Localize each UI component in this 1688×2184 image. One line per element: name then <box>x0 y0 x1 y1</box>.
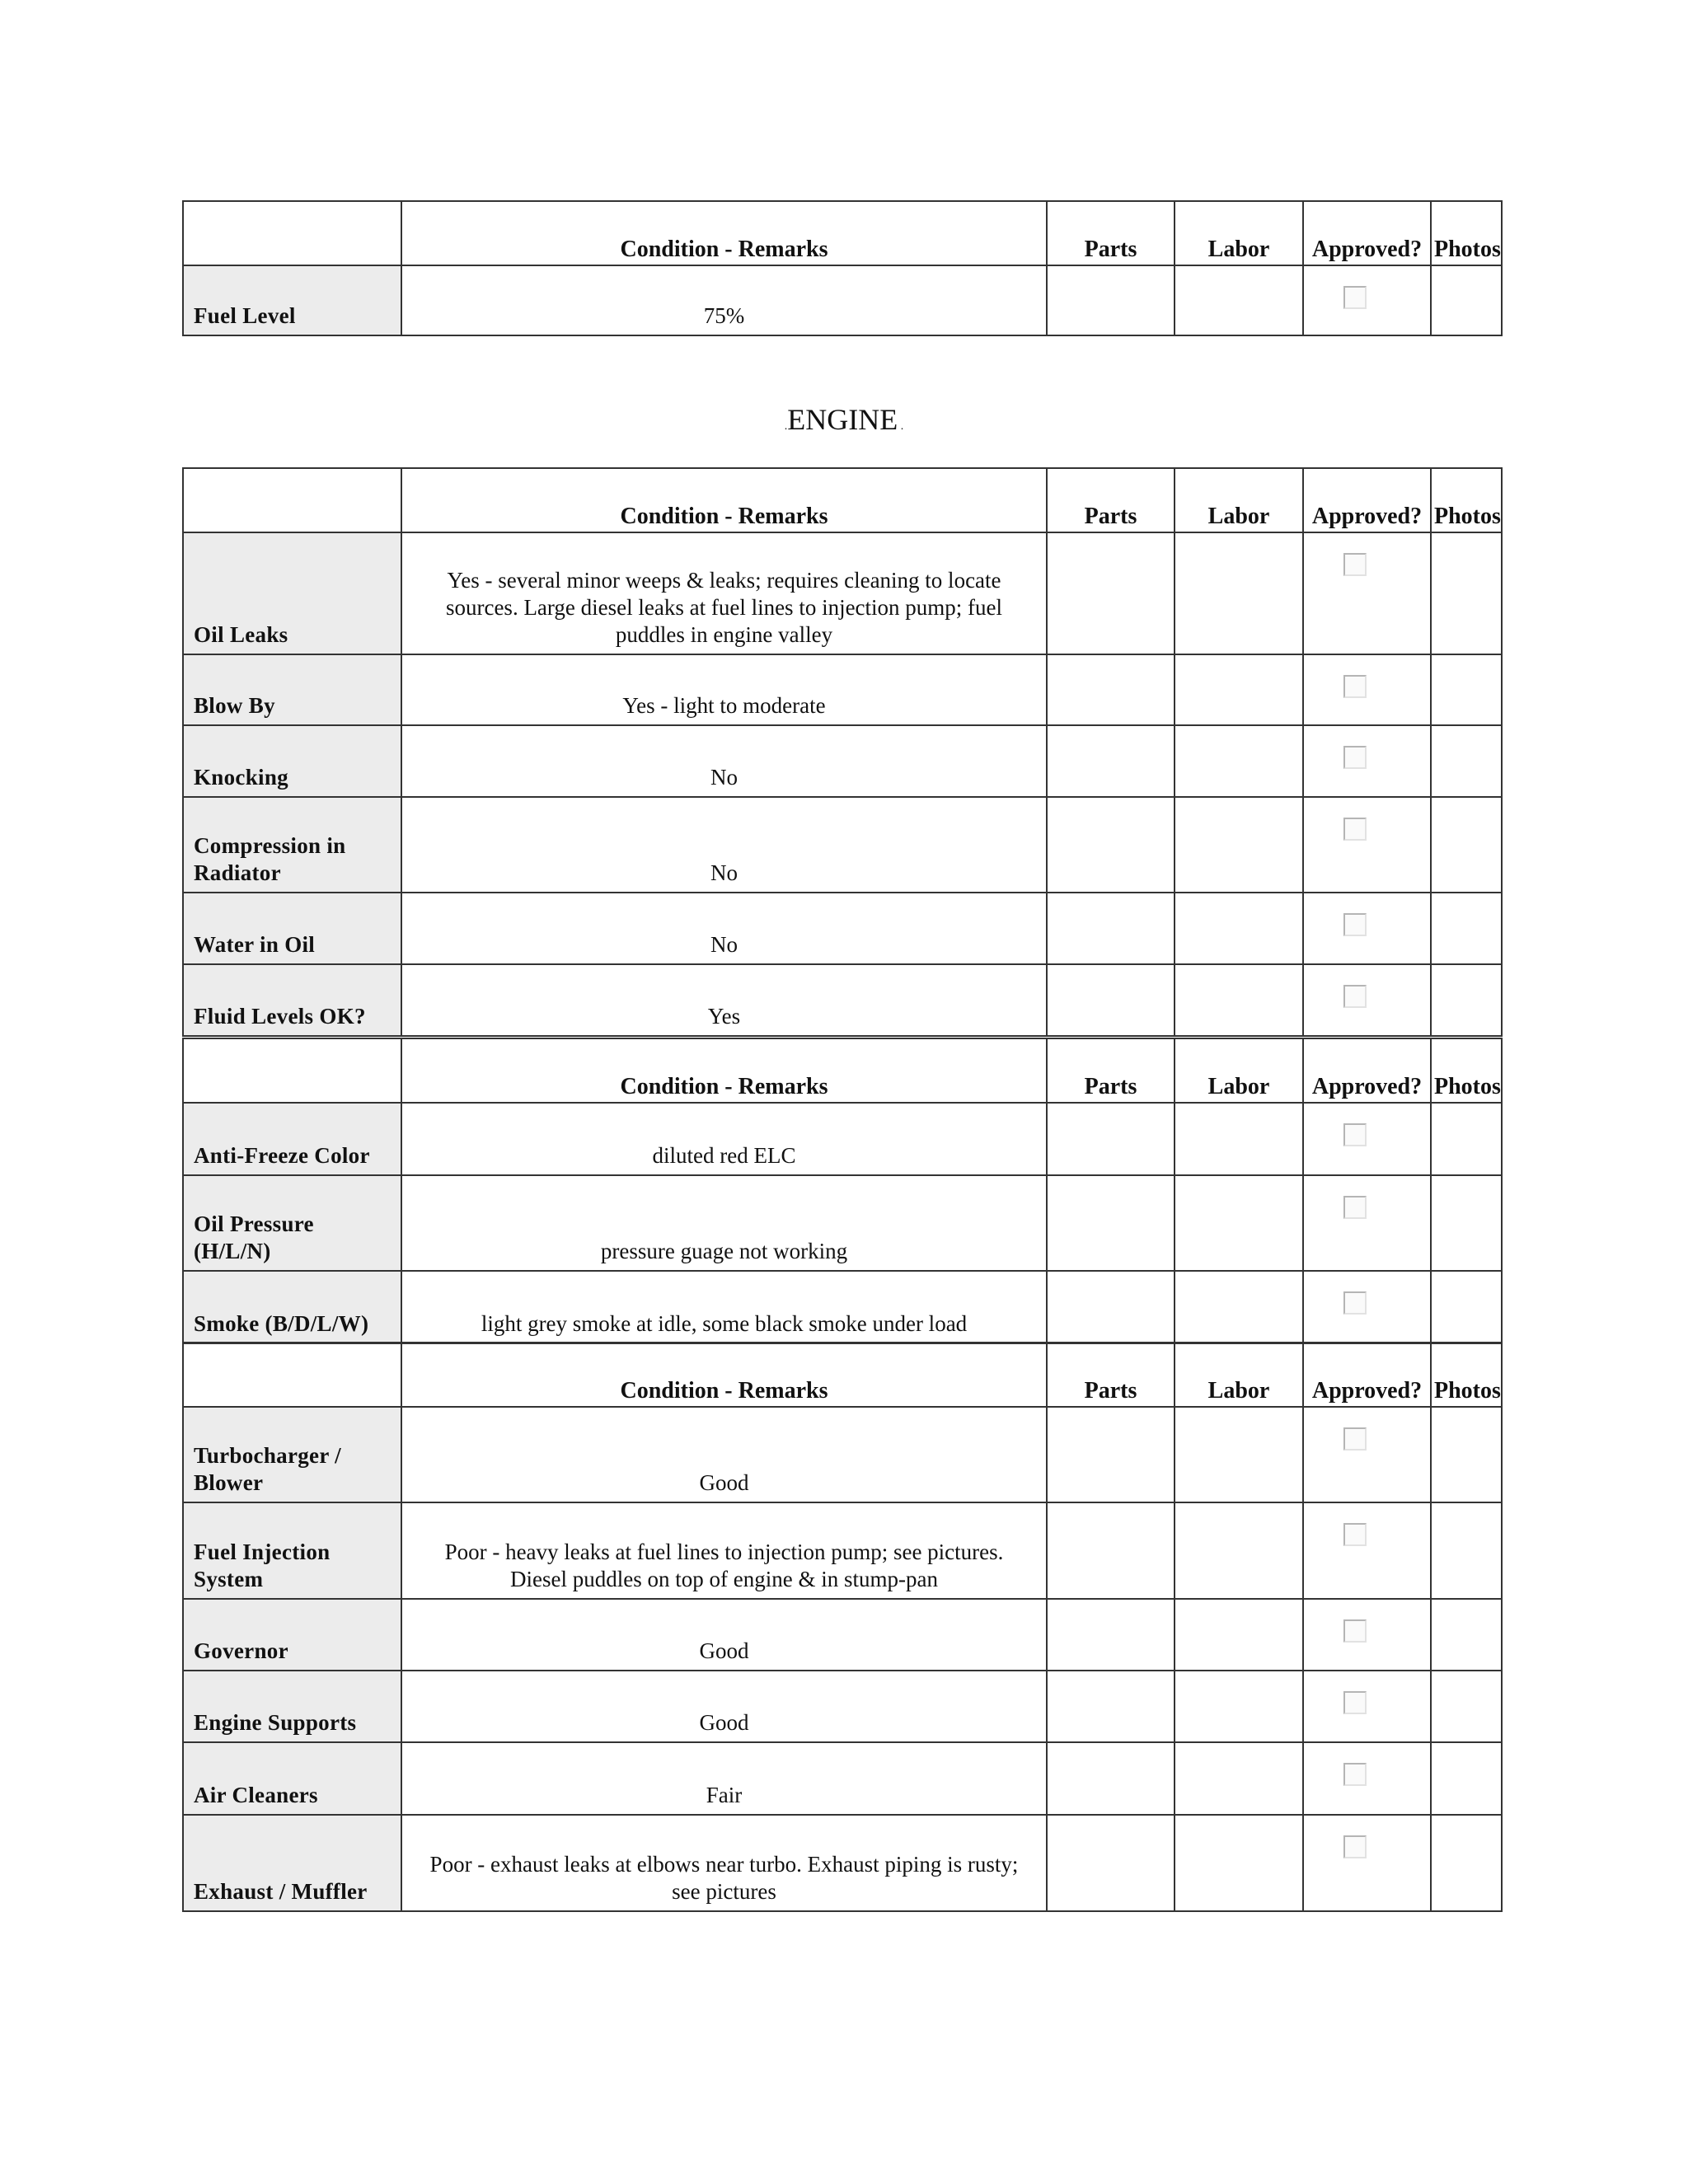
table-row <box>183 1175 1502 1271</box>
approved-checkbox[interactable] <box>1343 1123 1367 1146</box>
header-label <box>183 1343 401 1407</box>
engine-table-3 <box>182 1342 1503 1912</box>
photos-cell <box>1431 1407 1502 1502</box>
table-row <box>183 1599 1502 1671</box>
approved-cell <box>1303 1502 1431 1599</box>
photos-cell <box>1431 1599 1502 1671</box>
row-remarks: Poor - heavy leaks at fuel lines to injection pump; see pictures. Diesel puddles on top of engine & in stump-pan <box>401 1502 1047 1599</box>
row-label: Water in Oil <box>183 893 401 964</box>
approved-checkbox[interactable] <box>1343 1196 1367 1219</box>
approved-checkbox[interactable] <box>1343 1763 1367 1786</box>
parts-cell <box>1047 1407 1175 1502</box>
section-title: .ENGINE . <box>784 403 904 436</box>
row-label: Fuel Level <box>183 265 401 335</box>
row-remarks: diluted red ELC <box>401 1103 1047 1175</box>
row-remarks: Good <box>401 1407 1047 1502</box>
approved-cell <box>1303 1271 1431 1343</box>
labor-cell <box>1175 1271 1303 1343</box>
header-approved: Approved? <box>1303 201 1431 265</box>
row-remarks: light grey smoke at idle, some black smoke under load <box>401 1271 1047 1343</box>
row-remarks: No <box>401 893 1047 964</box>
row-label: Oil Pressure (H/L/N) <box>183 1175 401 1271</box>
photos-cell <box>1431 654 1502 725</box>
header-labor: Labor <box>1175 1038 1303 1103</box>
approved-checkbox[interactable] <box>1343 985 1367 1008</box>
parts-cell <box>1047 1271 1175 1343</box>
photos-cell <box>1431 1175 1502 1271</box>
row-label: Knocking <box>183 725 401 797</box>
approved-checkbox[interactable] <box>1343 1619 1367 1643</box>
table-row <box>183 1271 1502 1343</box>
approved-cell <box>1303 725 1431 797</box>
approved-cell <box>1303 654 1431 725</box>
approved-cell <box>1303 1742 1431 1815</box>
approved-cell <box>1303 1671 1431 1742</box>
row-remarks: 75% <box>401 265 1047 335</box>
row-label: Exhaust / Muffler <box>183 1815 401 1911</box>
row-label: Fluid Levels OK? <box>183 964 401 1036</box>
approved-checkbox[interactable] <box>1343 553 1367 576</box>
photos-cell <box>1431 532 1502 654</box>
row-remarks: pressure guage not working <box>401 1175 1047 1271</box>
header-remarks: Condition - Remarks <box>401 1038 1047 1103</box>
labor-cell <box>1175 797 1303 893</box>
table-row <box>183 1502 1502 1599</box>
row-label: Governor <box>183 1599 401 1671</box>
parts-cell <box>1047 964 1175 1036</box>
approved-cell <box>1303 265 1431 335</box>
row-remarks: Yes - light to moderate <box>401 654 1047 725</box>
header-label <box>183 468 401 532</box>
table-row <box>183 725 1502 797</box>
header-parts: Parts <box>1047 468 1175 532</box>
labor-cell <box>1175 1103 1303 1175</box>
row-label: Oil Leaks <box>183 532 401 654</box>
parts-cell <box>1047 893 1175 964</box>
approved-cell <box>1303 797 1431 893</box>
row-remarks: Poor - exhaust leaks at elbows near turbo. Exhaust piping is rusty; see pictures <box>401 1815 1047 1911</box>
header-parts: Parts <box>1047 201 1175 265</box>
row-label: Anti-Freeze Color <box>183 1103 401 1175</box>
photos-cell <box>1431 1502 1502 1599</box>
header-labor: Labor <box>1175 468 1303 532</box>
photos-cell <box>1431 1103 1502 1175</box>
row-label: Compression in Radiator <box>183 797 401 893</box>
row-remarks: Fair <box>401 1742 1047 1815</box>
row-remarks: Good <box>401 1671 1047 1742</box>
labor-cell <box>1175 1815 1303 1911</box>
approved-checkbox[interactable] <box>1343 1291 1367 1315</box>
header-photos: Photos <box>1431 201 1502 265</box>
table-row <box>183 1742 1502 1815</box>
row-remarks: Good <box>401 1599 1047 1671</box>
header-photos: Photos <box>1431 468 1502 532</box>
labor-cell <box>1175 964 1303 1036</box>
approved-checkbox[interactable] <box>1343 1835 1367 1858</box>
approved-cell <box>1303 1599 1431 1671</box>
parts-cell <box>1047 532 1175 654</box>
table-row <box>183 1103 1502 1175</box>
parts-cell <box>1047 1599 1175 1671</box>
labor-cell <box>1175 893 1303 964</box>
labor-cell <box>1175 1599 1303 1671</box>
approved-cell <box>1303 1815 1431 1911</box>
header-parts: Parts <box>1047 1343 1175 1407</box>
engine-table-1 <box>182 467 1503 1037</box>
parts-cell <box>1047 654 1175 725</box>
photos-cell <box>1431 964 1502 1036</box>
photos-cell <box>1431 893 1502 964</box>
approved-checkbox[interactable] <box>1343 1523 1367 1546</box>
labor-cell <box>1175 532 1303 654</box>
header-remarks: Condition - Remarks <box>401 468 1047 532</box>
photos-cell <box>1431 1815 1502 1911</box>
table-row <box>183 1671 1502 1742</box>
table-row <box>183 1407 1502 1502</box>
table-row <box>183 654 1502 725</box>
labor-cell <box>1175 1407 1303 1502</box>
labor-cell <box>1175 1742 1303 1815</box>
row-label: Fuel Injection System <box>183 1502 401 1599</box>
labor-cell <box>1175 265 1303 335</box>
labor-cell <box>1175 654 1303 725</box>
parts-cell <box>1047 1742 1175 1815</box>
photos-cell <box>1431 1271 1502 1343</box>
header-parts: Parts <box>1047 1038 1175 1103</box>
approved-cell <box>1303 893 1431 964</box>
header-photos: Photos <box>1431 1343 1502 1407</box>
table-row <box>183 893 1502 964</box>
header-row <box>183 201 1502 265</box>
table-row <box>183 964 1502 1036</box>
row-label: Engine Supports <box>183 1671 401 1742</box>
parts-cell <box>1047 725 1175 797</box>
header-remarks: Condition - Remarks <box>401 1343 1047 1407</box>
photos-cell <box>1431 1742 1502 1815</box>
engine-table-2 <box>182 1038 1503 1344</box>
labor-cell <box>1175 1175 1303 1271</box>
labor-cell <box>1175 1502 1303 1599</box>
approved-checkbox[interactable] <box>1343 913 1367 936</box>
table-row <box>183 532 1502 654</box>
header-approved: Approved? <box>1303 1343 1431 1407</box>
table-row <box>183 265 1502 335</box>
parts-cell <box>1047 1671 1175 1742</box>
approved-cell <box>1303 532 1431 654</box>
parts-cell <box>1047 265 1175 335</box>
fuel-table <box>182 200 1503 336</box>
photos-cell <box>1431 265 1502 335</box>
header-row <box>183 1038 1502 1103</box>
header-labor: Labor <box>1175 201 1303 265</box>
table-row <box>183 1815 1502 1911</box>
engine-table-2-body <box>183 1038 1502 1343</box>
row-remarks: No <box>401 797 1047 893</box>
parts-cell <box>1047 1502 1175 1599</box>
header-photos: Photos <box>1431 1038 1502 1103</box>
approved-cell <box>1303 1103 1431 1175</box>
approved-checkbox[interactable] <box>1343 675 1367 698</box>
row-label: Blow By <box>183 654 401 725</box>
header-label <box>183 201 401 265</box>
row-remarks: Yes <box>401 964 1047 1036</box>
approved-cell <box>1303 964 1431 1036</box>
approved-checkbox[interactable] <box>1343 818 1367 841</box>
row-label: Air Cleaners <box>183 1742 401 1815</box>
photos-cell <box>1431 725 1502 797</box>
parts-cell <box>1047 1103 1175 1175</box>
approved-checkbox[interactable] <box>1343 1427 1367 1451</box>
photos-cell <box>1431 1671 1502 1742</box>
header-approved: Approved? <box>1303 1038 1431 1103</box>
table-row <box>183 797 1502 893</box>
approved-cell <box>1303 1407 1431 1502</box>
header-remarks: Condition - Remarks <box>401 201 1047 265</box>
row-remarks: No <box>401 725 1047 797</box>
approved-checkbox[interactable] <box>1343 746 1367 769</box>
parts-cell <box>1047 1815 1175 1911</box>
approved-cell <box>1303 1175 1431 1271</box>
engine-table-1-body <box>183 468 1502 1036</box>
labor-cell <box>1175 725 1303 797</box>
approved-checkbox[interactable] <box>1343 286 1367 309</box>
header-approved: Approved? <box>1303 468 1431 532</box>
approved-checkbox[interactable] <box>1343 1691 1367 1714</box>
labor-cell <box>1175 1671 1303 1742</box>
header-row <box>183 1343 1502 1407</box>
parts-cell <box>1047 1175 1175 1271</box>
fuel-table-body <box>183 201 1502 335</box>
row-remarks: Yes - several minor weeps & leaks; requires cleaning to locate sources. Large diesel leaks at fuel lines to injection pump; fuel puddles in engine valley <box>401 532 1047 654</box>
header-row <box>183 468 1502 532</box>
parts-cell <box>1047 797 1175 893</box>
row-label: Smoke (B/D/L/W) <box>183 1271 401 1343</box>
engine-table-3-body <box>183 1343 1502 1911</box>
header-label <box>183 1038 401 1103</box>
header-labor: Labor <box>1175 1343 1303 1407</box>
row-label: Turbocharger / Blower <box>183 1407 401 1502</box>
photos-cell <box>1431 797 1502 893</box>
